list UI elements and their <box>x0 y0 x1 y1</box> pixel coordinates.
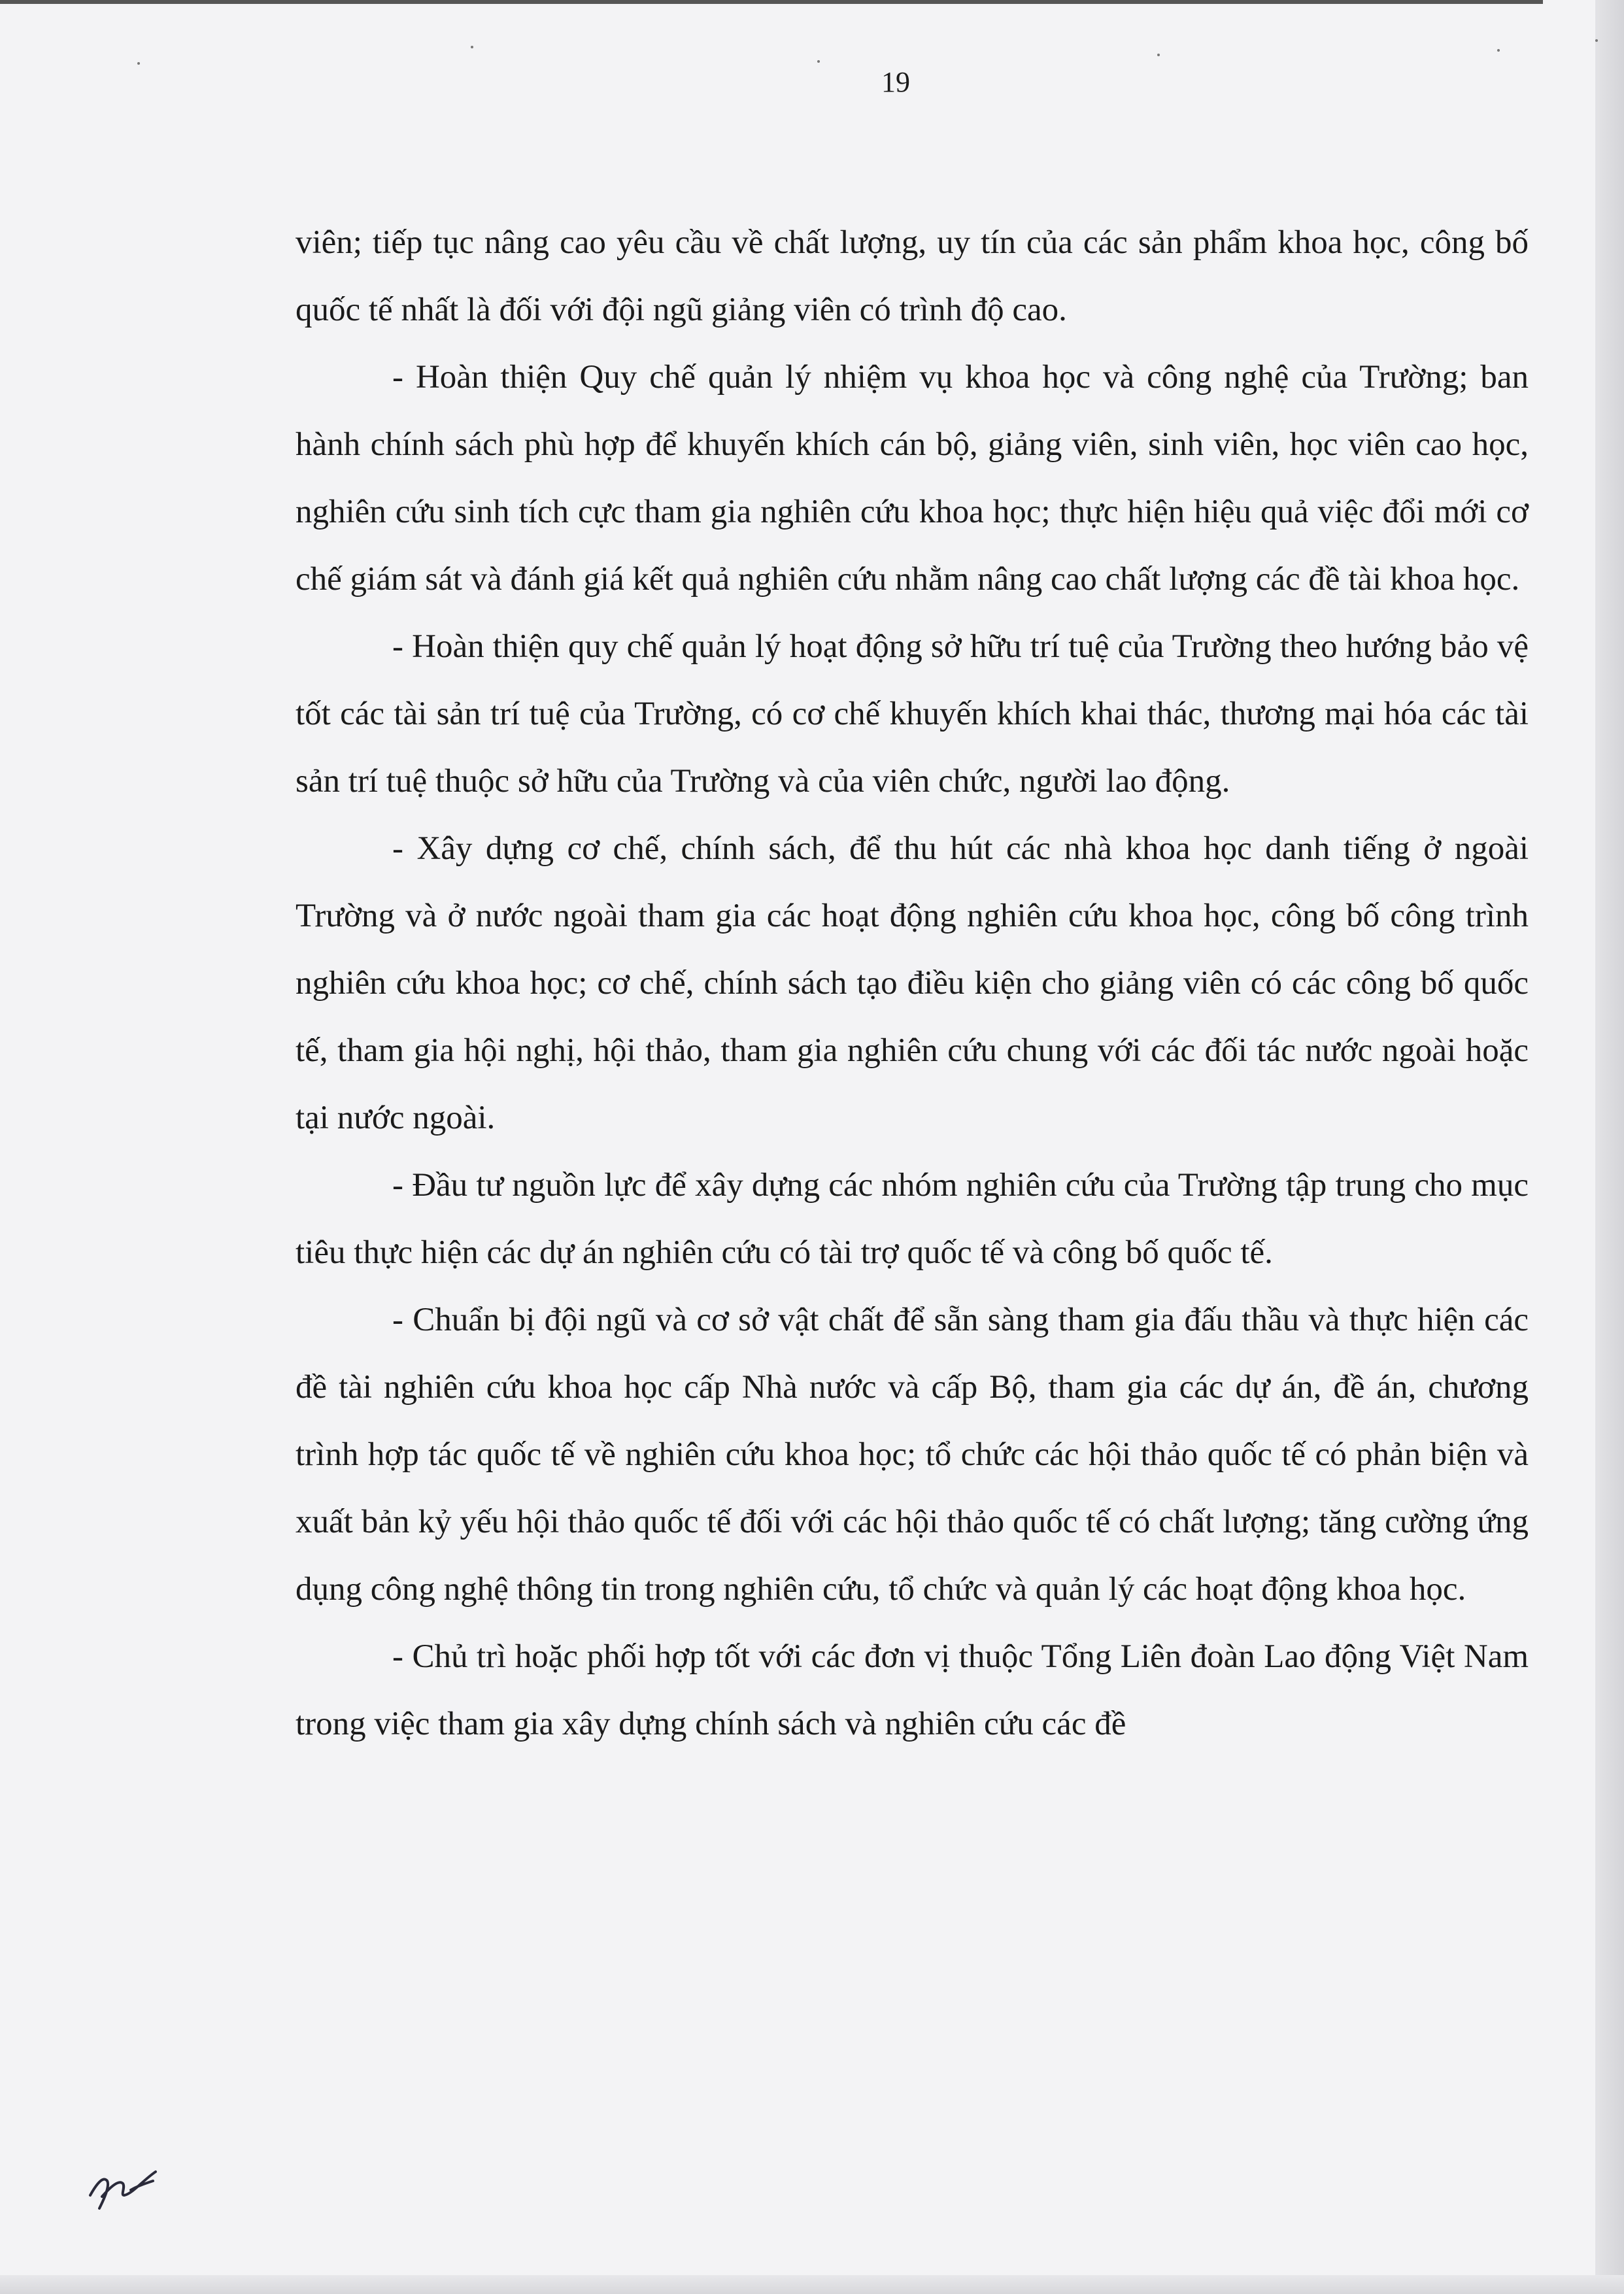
page-number: 19 <box>881 66 910 98</box>
right-scan-edge <box>1595 0 1624 2294</box>
paragraph-intellectual-property: - Hoàn thiện quy chế quản lý hoạt động sở hữu trí tuệ của Trường theo hướng bảo vệ tốt các tài sản trí tuệ của Trường, có cơ chế khuyến khích khai thác, thương mại hóa các tài sản trí tuệ thuộc sở hữu của Trường và của viên chức, người lao động. <box>296 628 1529 800</box>
bottom-scan-edge <box>0 2275 1624 2294</box>
scan-speck <box>137 62 140 65</box>
top-scan-edge <box>0 0 1543 4</box>
scan-speck <box>817 60 820 63</box>
scan-speck <box>1157 54 1160 56</box>
paragraph-attract-scientists: - Xây dựng cơ chế, chính sách, để thu hút các nhà khoa học danh tiếng ở ngoài Trường và ở nước ngoài tham gia các hoạt động nghiên cứu khoa học, công bố công trình nghiên cứu khoa học; cơ chế, chính sách tạo điều kiện cho giảng viên có các công bố quốc tế, tham gia hội nghị, hội thảo, tham gia nghiên cứu chung với các đối tác nước ngoài hoặc tại nước ngoài. <box>296 830 1529 1136</box>
paragraph-prepare-resources: - Chuẩn bị đội ngũ và cơ sở vật chất để sẵn sàng tham gia đấu thầu và thực hiện các đề tài nghiên cứu khoa học cấp Nhà nước và cấp Bộ, tham gia các dự án, đề án, chương trình hợp tác quốc tế về nghiên cứu khoa học; tổ chức các hội thảo quốc tế có phản biện và xuất bản kỷ yếu hội thảo quốc tế đối với các hội thảo quốc tế có chất lượng; tăng cường ứng dụng công nghệ thông tin trong nghiên cứu, tổ chức và quản lý các hoạt động khoa học. <box>296 1302 1529 1608</box>
scan-speck <box>471 46 473 48</box>
handwritten-initials <box>85 2157 177 2216</box>
paragraph-ip-regulation: - Hoàn thiện Quy chế quản lý nhiệm vụ khoa học và công nghệ của Trường; ban hành chính sách phù hợp để khuyến khích cán bộ, giảng viên, sinh viên, học viên cao học, nghiên cứu sinh tích cực tham gia nghiên cứu khoa học; thực hiện hiệu quả việc đổi mới cơ chế giám sát và đánh giá kết quả nghiên cứu nhằm nâng cao chất lượng các đề tài khoa học. <box>296 359 1529 598</box>
paragraph-continuation: viên; tiếp tục nâng cao yêu cầu về chất lượng, uy tín của các sản phẩm khoa học, công bố quốc tế nhất là đối với đội ngũ giảng viên có trình độ cao. <box>296 224 1529 328</box>
scan-speck <box>1497 49 1500 52</box>
document-body <box>296 209 1529 1758</box>
paragraph-coordinate-units: - Chủ trì hoặc phối hợp tốt với các đơn vị thuộc Tổng Liên đoàn Lao động Việt Nam trong việc tham gia xây dựng chính sách và nghiên cứu các đề <box>296 1638 1529 1742</box>
paragraph-research-groups: - Đầu tư nguồn lực để xây dựng các nhóm nghiên cứu của Trường tập trung cho mục tiêu thực hiện các dự án nghiên cứu có tài trợ quốc tế và công bố quốc tế. <box>296 1167 1529 1271</box>
scan-speck <box>1595 39 1598 42</box>
